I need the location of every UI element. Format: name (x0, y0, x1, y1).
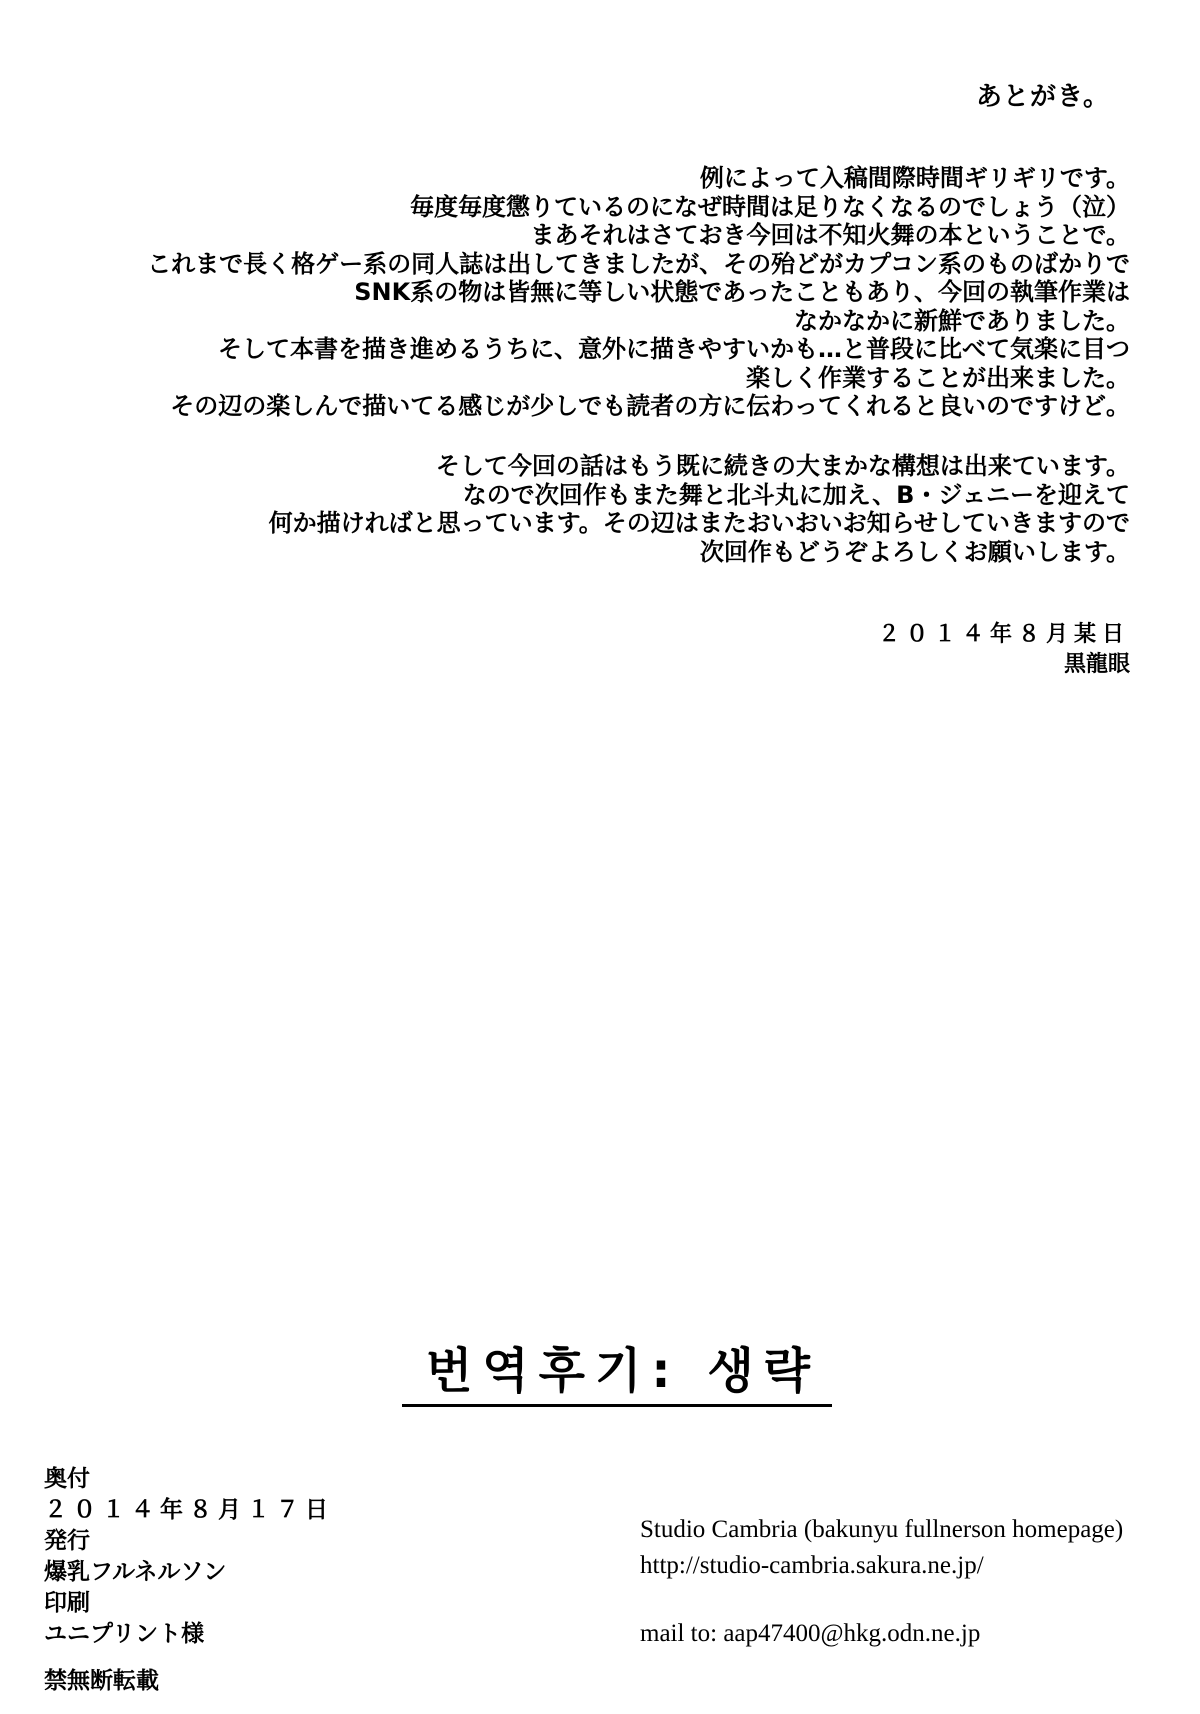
afterword-line: なので次回作もまた舞と北斗丸に加え、B・ジェニーを迎えて (462, 480, 1130, 509)
colophon (44, 1464, 334, 1697)
afterword-line: なかなかに新鮮でありました。 (794, 306, 1130, 335)
colophon-date: ２０１４年８月１７日 (44, 1497, 334, 1523)
colophon-printer-label: 印刷 (44, 1590, 90, 1616)
studio-url[interactable]: http://studio-cambria.sakura.ne.jp/ (640, 1552, 984, 1579)
afterword-line: まあそれはさておき今回は不知火舞の本ということで。 (530, 221, 1130, 249)
afterword-line: 何か描ければと思っています。その辺はまたおいおいお知らせしていきますので (268, 509, 1130, 537)
afterword-line: SNK系の物は皆無に等しい状態であったこともあり、今回の執筆作業は (354, 278, 1130, 306)
studio-mail[interactable]: mail to: aap47400@hkg.odn.ne.jp (640, 1620, 981, 1647)
afterword-author: 黒龍眼 (1063, 652, 1130, 677)
afterword-line: これまで長く格ゲー系の同人誌は出してきましたが、その殆どがカプコン系のものばかりで (147, 249, 1130, 278)
afterword-heading: あとがき。 (976, 82, 1110, 112)
afterword-line: 例によって入稿間際時間ギリギリです。 (699, 164, 1130, 192)
colophon-publisher: 爆乳フルネルソン (44, 1559, 227, 1585)
translator-note: 번역후기: 생략 (425, 1343, 821, 1399)
afterword-date: ２０１４年８月某日 (877, 622, 1130, 647)
colophon-printer: ユニプリント様 (44, 1621, 205, 1647)
afterword-line: 次回作もどうぞよろしくお願いします。 (699, 537, 1130, 566)
contact-block (640, 1512, 1123, 1652)
afterword-line: そして今回の話はもう既に続きの大まかな構想は出来ています。 (435, 452, 1130, 480)
colophon-publisher-label: 発行 (44, 1528, 90, 1554)
afterword-line: 毎度毎度懲りているのになぜ時間は足りなくなるのでしょう（泣） (410, 192, 1130, 221)
afterword-paragraph-1 (147, 164, 1130, 421)
afterword-line: そして本書を描き進めるうちに、意外に描きやすいかも…と普段に比べて気楽に目つ (218, 335, 1130, 363)
colophon-title: 奥付 (44, 1466, 90, 1492)
afterword-paragraph-2 (269, 452, 1130, 566)
afterword-line: 楽しく作業することが出来ました。 (746, 363, 1130, 392)
studio-name: Studio Cambria (bakunyu fullnerson homepage) (640, 1516, 1124, 1543)
colophon-notice: 禁無断転載 (44, 1668, 159, 1694)
afterword-line: その辺の楽しんで描いてる感じが少しでも読者の方に伝わってくれると良いのですけど。 (170, 392, 1130, 420)
translator-note-underline (402, 1404, 832, 1407)
